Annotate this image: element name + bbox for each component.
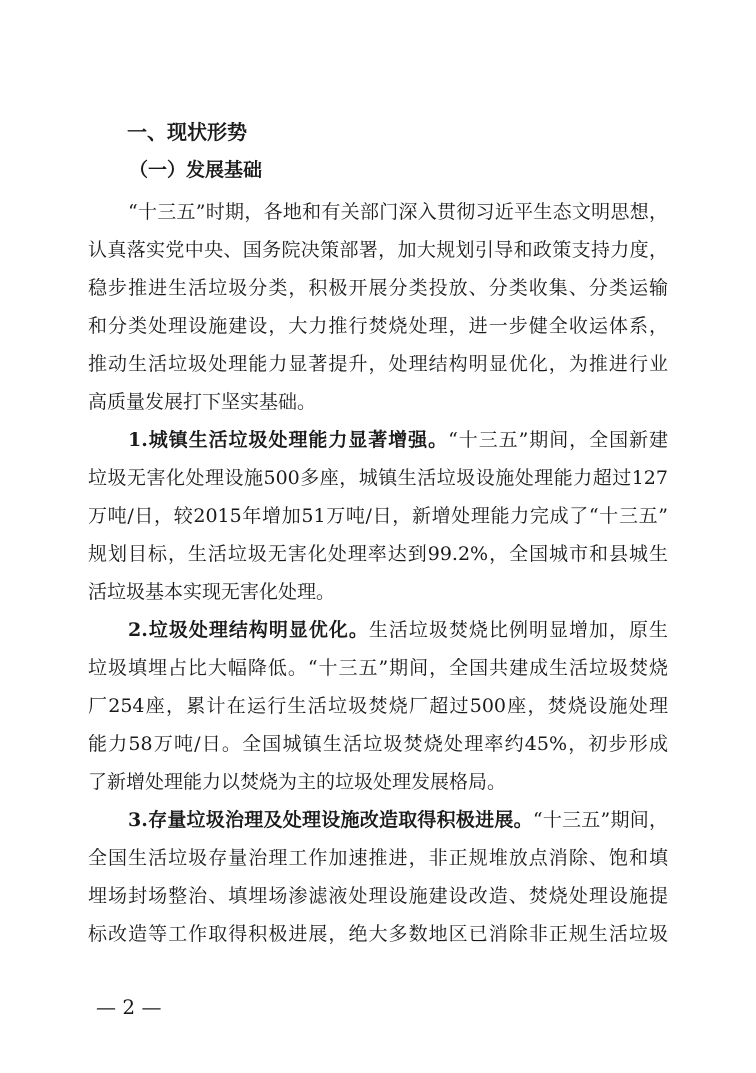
item1-line-1 (128, 421, 668, 459)
item3-line-2: 全国生活垃圾存量治理工作加速推进，非正规堆放点消除、饱和填 (88, 847, 668, 869)
item2-line-2: 垃圾填埋占比大幅降低。“十三五”期间，全国共建成生活垃圾焚烧 (88, 657, 668, 679)
item1-title: 1.城镇生活垃圾处理能力显著增强。 (128, 429, 449, 451)
page-number: — 2 — (96, 995, 162, 1019)
item1-first-rest: “十三五”期间，全国新建 (448, 429, 668, 451)
item1-line-3: 万吨/日，较2015年增加51万吨/日，新增处理能力完成了“十三五” (88, 505, 668, 527)
para1-line-4: 和分类处理设施建设，大力推行焚烧处理，进一步健全收运体系， (88, 315, 668, 337)
subsection-heading: （一）发展基础 (129, 159, 263, 181)
item3-title: 3.存量垃圾治理及处理设施改造取得积极进展。 (128, 809, 533, 831)
item3-first-rest: “十三五”期间， (532, 809, 668, 831)
para1-line-5: 推动生活垃圾处理能力显著提升，处理结构明显优化，为推进行业 (88, 353, 668, 375)
item2-first-rest: 生活垃圾焚烧比例明显增加，原生 (368, 619, 668, 641)
item2-line-4: 能力58万吨/日。全国城镇生活垃圾焚烧处理率约45%，初步形成 (88, 733, 668, 755)
para1-line-2: 认真落实党中央、国务院决策部署，加大规划引导和政策支持力度， (88, 239, 668, 261)
item3-line-3: 埋场封场整治、填埋场渗滤液处理设施建设改造、焚烧处理设施提 (88, 885, 668, 907)
item1-line-2: 垃圾无害化处理设施500多座，城镇生活垃圾设施处理能力超过127 (88, 467, 668, 489)
item3-line-4: 标改造等工作取得积极进展，绝大多数地区已消除非正规生活垃圾 (88, 923, 668, 945)
item2-title: 2.垃圾处理结构明显优化。 (128, 619, 369, 641)
item3-line-1 (128, 801, 668, 839)
para1-line-6: 高质量发展打下坚实基础。 (88, 391, 317, 413)
item1-line-4: 规划目标，生活垃圾无害化处理率达到99.2%，全国城市和县城生 (88, 543, 668, 565)
item2-line-5: 了新增处理能力以焚烧为主的垃圾处理发展格局。 (88, 771, 507, 793)
item2-line-3: 厂254座，累计在运行生活垃圾焚烧厂超过500座，焚烧设施处理 (88, 695, 668, 717)
item2-line-1 (128, 611, 668, 649)
para1-line-3: 稳步推进生活垃圾分类，积极开展分类投放、分类收集、分类运输 (88, 277, 668, 299)
item1-line-5: 活垃圾基本实现无害化处理。 (88, 581, 336, 603)
section-heading: 一、现状形势 (127, 120, 247, 144)
para1-line-1: “十三五”时期，各地和有关部门深入贯彻习近平生态文明思想， (128, 201, 668, 223)
